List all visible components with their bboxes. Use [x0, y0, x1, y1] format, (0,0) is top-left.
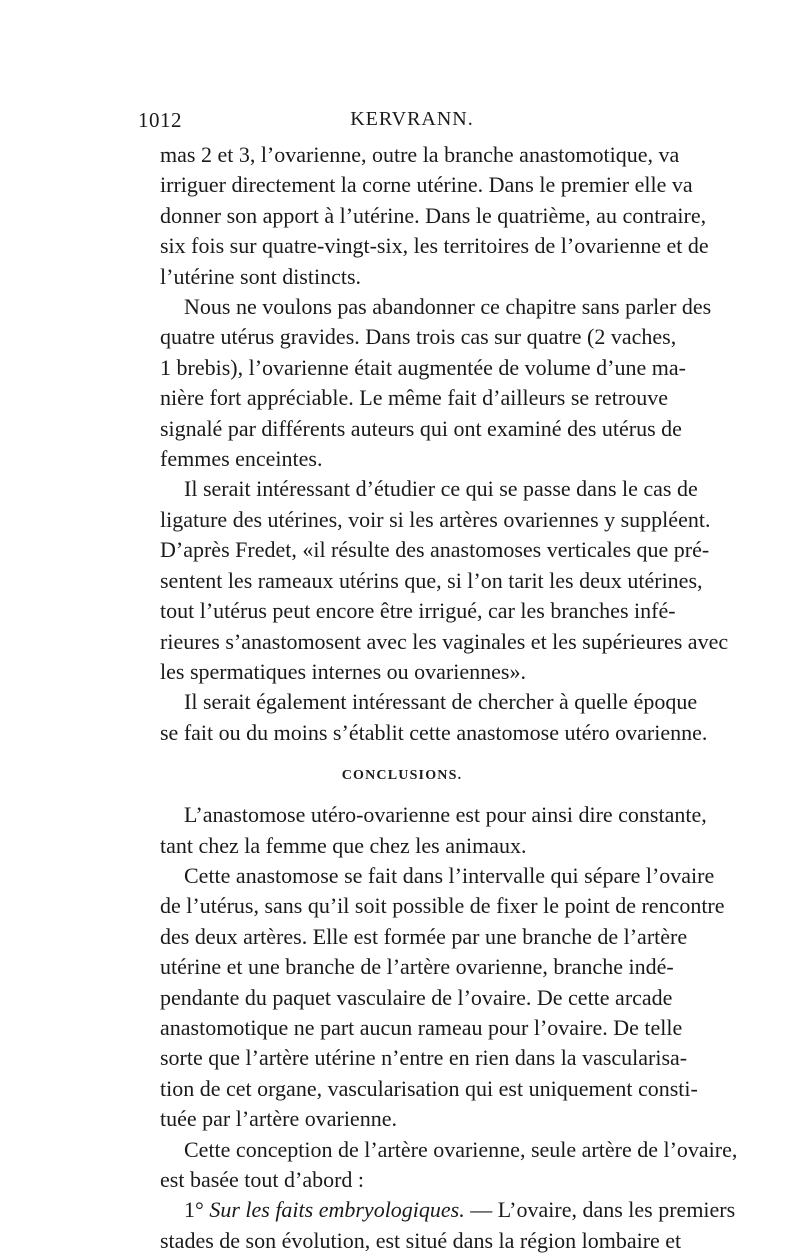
text-line: se fait ou du moins s’établit cette anastomose utéro ovarienne. [160, 719, 708, 745]
text-line: D’après Fredet, «il résulte des anastomoses verticales que pré- [160, 537, 710, 563]
paragraph [136, 687, 708, 748]
paragraph [136, 1195, 736, 1256]
text-line: irriguer directement la corne utérine. Dans le premier elle va [160, 172, 693, 198]
text-line: 1 brebis), l’ovarienne était augmentée de volume d’une ma- [160, 354, 686, 380]
text-line: de l’utérus, sans qu’il soit possible de fixer le point de rencontre [160, 893, 725, 919]
text-line [136, 1195, 736, 1225]
text-line: les spermatiques internes ou ovariennes». [160, 658, 526, 684]
text-line: femmes enceintes. [160, 446, 323, 472]
paragraph [136, 140, 709, 292]
text-line: l’utérine sont distincts. [160, 263, 362, 289]
page-body [136, 140, 738, 1256]
section-title: CONCLUSIONS. [341, 768, 463, 784]
text-line: ligature des utérines, voir si les artères ovariennes y suppléent. [160, 506, 711, 532]
text-line: pendante du paquet vasculaire de l’ovaire. De cette arcade [160, 984, 673, 1010]
paragraph [136, 800, 707, 861]
text-line: tion de cet organe, vascularisation qui est uniquement consti- [160, 1075, 698, 1101]
text-line: Nous ne voulons pas abandonner ce chapitre sans parler des [184, 294, 712, 320]
text-line: sentent les rameaux utérins que, si l’on tarit les deux utérines, [160, 567, 703, 593]
text-line: des deux artères. Elle est formée par une branche de l’artère [160, 923, 688, 949]
text-line: utérine et une branche de l’artère ovarienne, branche indé- [160, 954, 674, 980]
text-line: est basée tout d’abord : [160, 1167, 365, 1192]
paragraph [136, 1135, 738, 1196]
text-fragment: — L’ovaire, dans les premiers [464, 1197, 736, 1223]
text-line: sorte que l’artère utérine n’entre en rien dans la vascularisa- [160, 1045, 688, 1071]
text-line: signalé par différents auteurs qui ont examiné des utérus de [160, 415, 682, 441]
text-line: rieures s’anastomosent avec les vaginales et les supérieures avec [160, 628, 729, 654]
text-line: Cette anastomose se fait dans l’intervalle qui sépare l’ovaire [184, 862, 715, 888]
paragraph [136, 474, 729, 687]
text-line: stades de son évolution, est situé dans la région lombaire et [160, 1227, 682, 1253]
running-head: KERVRANN. [350, 108, 474, 130]
text-line: Il serait également intéressant de chercher à quelle époque [184, 689, 698, 715]
page-header [138, 108, 666, 138]
text-line: Cette conception de l’artère ovarienne, seule artère de l’ovaire, [184, 1136, 738, 1162]
text-line: nière fort appréciable. Le même fait d’ailleurs se retrouve [160, 385, 668, 411]
text-line: tout l’utérus peut encore être irrigué, car les branches infé- [160, 598, 676, 624]
text-line: mas 2 et 3, l’ovarienne, outre la branche anastomotique, va [160, 142, 680, 167]
text-line: tuée par l’artère ovarienne. [160, 1106, 397, 1132]
text-line: six fois sur quatre-vingt-six, les territoires de l’ovarienne et de [160, 233, 709, 259]
paragraph [136, 861, 725, 1135]
paragraph [136, 292, 712, 474]
list-marker: 1° [184, 1197, 210, 1223]
text-line: anastomotique ne part aucun rameau pour l’ovaire. De telle [160, 1014, 683, 1040]
page-number: 1012 [138, 108, 182, 132]
text-line: donner son apport à l’utérine. Dans le quatrième, au contraire, [160, 202, 707, 228]
text-line: L’anastomose utéro-ovarienne est pour ainsi dire constante, [184, 802, 707, 828]
text-line: Il serait intéressant d’étudier ce qui se passe dans le cas de [184, 476, 698, 502]
text-line: tant chez la femme que chez les animaux. [160, 832, 527, 858]
text-line: quatre utérus gravides. Dans trois cas sur quatre (2 vaches, [160, 324, 677, 350]
italic-heading: Sur les faits embryologiques. [209, 1197, 465, 1223]
